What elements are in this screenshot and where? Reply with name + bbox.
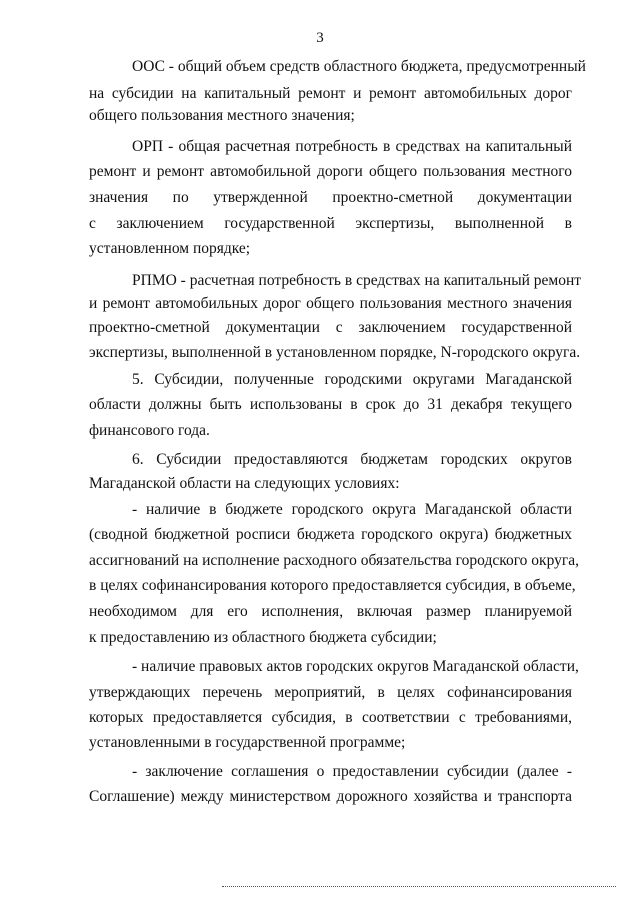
text-line: - заключение соглашения о предоставлении субсидии (далее -: [132, 763, 572, 780]
text-line: и ремонт автомобильных дорог общего пользования местного значения: [89, 295, 572, 312]
text-line: (сводной бюджетной росписи бюджета городского округа) бюджетных: [89, 526, 572, 543]
text-line: 5. Субсидии, полученные городскими округами Магаданской: [132, 371, 572, 388]
text-line: ОРП - общая расчетная потребность в средствах на капитальный: [132, 138, 572, 155]
text-line: области должны быть использованы в срок до 31 декабря текущего: [89, 396, 572, 413]
text-line: ремонт и ремонт автомобильной дороги общего пользования местного: [89, 163, 572, 180]
text-line: ООС - общий объем средств областного бюджета, предусмотренный: [132, 58, 586, 75]
text-line: ассигнований на исполнение расходного обязательства городского округа,: [89, 552, 579, 569]
text-line: - наличие в бюджете городского округа Магаданской области: [132, 501, 572, 518]
text-line: РПМО - расчетная потребность в средствах на капитальный ремонт: [132, 272, 582, 289]
text-line: установленными в государственной программе;: [89, 734, 406, 751]
text-line: общего пользования местного значения;: [89, 107, 355, 124]
text-line: значения по утвержденной проектно-сметной документации: [89, 189, 572, 206]
text-line: утверждающих перечень мероприятий, в целях софинансирования: [89, 684, 572, 701]
page-number: 3: [316, 30, 324, 46]
text-line: проектно-сметной документации с заключением государственной: [89, 319, 572, 336]
text-line: которых предоставляется субсидия, в соответствии с требованиями,: [89, 709, 572, 726]
text-line: необходимом для его исполнения, включая размер планируемой: [89, 603, 572, 620]
text-line: на субсидии на капитальный ремонт и ремонт автомобильных дорог: [89, 85, 572, 102]
text-line: Магаданской области на следующих условиях:: [89, 475, 400, 492]
text-line: с заключением государственной экспертизы, выполненной в: [89, 215, 572, 232]
text-line: установленном порядке;: [89, 240, 251, 257]
text-line: 6. Субсидии предоставляются бюджетам городских округов: [132, 451, 572, 468]
text-line: - наличие правовых актов городских округов Магаданской области,: [132, 658, 579, 675]
text-line: финансового года.: [89, 422, 210, 439]
text-line: к предоставлению из областного бюджета субсидии;: [89, 629, 437, 646]
text-line: Соглашение) между министерством дорожного хозяйства и транспорта: [89, 788, 572, 805]
text-line: экспертизы, выполненной в установленном порядке, N-городского округа.: [89, 344, 581, 361]
text-line: в целях софинансирования которого предоставляется субсидия, в объеме,: [89, 577, 576, 594]
footer-divider: [222, 886, 616, 887]
